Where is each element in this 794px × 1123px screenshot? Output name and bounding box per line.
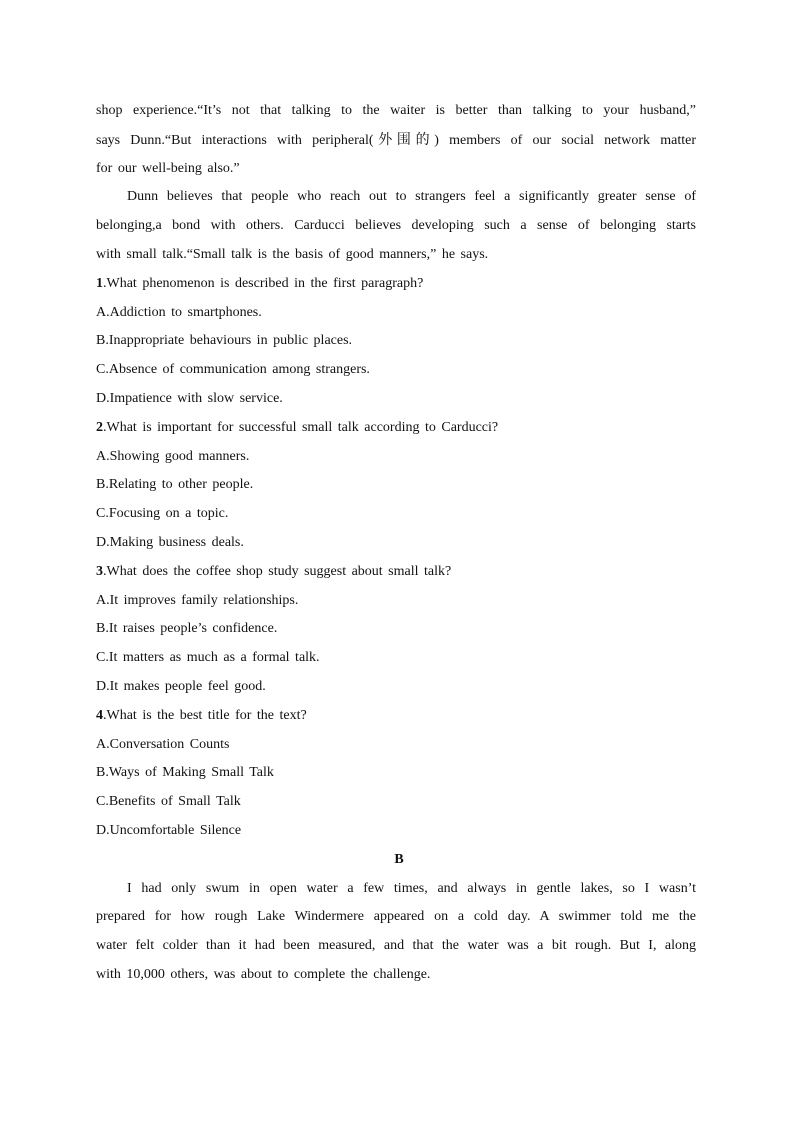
answer-option: C.It matters as much as a formal talk.	[96, 650, 320, 666]
answer-option: D.It makes people feel good.	[96, 678, 266, 694]
paragraph-line: Dunn believes that people who reach out to strangers feel a significantly greater sense of	[127, 189, 696, 205]
question-stem	[96, 558, 696, 587]
answer-option: B.Ways of Making Small Talk	[96, 765, 274, 781]
paragraph-text: ) members of our social network matter	[434, 132, 696, 148]
chinese-gloss: 外围的	[373, 131, 435, 148]
paragraph-line: with 10,000 others, was about to complete the challenge.	[96, 966, 431, 982]
answer-option: C.Absence of communication among strangers.	[96, 362, 370, 378]
paragraph-line: I had only swum in open water a few times, and always in gentle lakes, so I wasn’t	[127, 880, 696, 896]
question-text: .What phenomenon is described in the first paragraph?	[103, 275, 424, 291]
answer-option: A.Addiction to smartphones.	[96, 304, 262, 320]
paragraph-line: belonging,a bond with others. Carducci believes developing such a sense of belonging starts	[96, 218, 696, 234]
question-text: .What is important for successful small talk according to Carducci?	[103, 419, 499, 435]
question-number: 1	[96, 275, 103, 291]
question-number: 2	[96, 419, 103, 435]
paragraph-line: for our well-being also.”	[96, 160, 240, 176]
answer-option: C.Benefits of Small Talk	[96, 794, 241, 810]
answer-option: D.Impatience with slow service.	[96, 390, 283, 406]
question-stem	[96, 270, 696, 299]
paragraph-line: with small talk.“Small talk is the basis of good manners,” he says.	[96, 246, 489, 262]
answer-option: B.Inappropriate behaviours in public places.	[96, 333, 353, 349]
answer-option: B.Relating to other people.	[96, 477, 254, 493]
question-number: 4	[96, 707, 103, 723]
document-content	[96, 97, 696, 990]
answer-option: B.It raises people’s confidence.	[96, 621, 278, 637]
answer-option: C.Focusing on a topic.	[96, 506, 229, 522]
paragraph-text: says Dunn.“But interactions with peripheral(	[96, 132, 374, 148]
answer-option: A.Conversation Counts	[96, 736, 230, 752]
paragraph-line: shop experience.“It’s not that talking to the waiter is better than talking to your husband,”	[96, 103, 696, 118]
paragraph-line: water felt colder than it had been measured, and that the water was a bit rough. But I, along	[96, 938, 696, 954]
paragraph-line	[96, 126, 696, 155]
question-number: 3	[96, 563, 103, 579]
answer-option: A.Showing good manners.	[96, 448, 250, 464]
answer-option: D.Making business deals.	[96, 534, 244, 550]
section-heading: B	[394, 851, 404, 867]
answer-option: D.Uncomfortable Silence	[96, 822, 242, 838]
question-text: .What does the coffee shop study suggest about small talk?	[103, 563, 452, 579]
question-text: .What is the best title for the text?	[103, 707, 307, 723]
paragraph-line: prepared for how rough Lake Windermere appeared on a cold day. A swimmer told me the	[96, 909, 696, 925]
answer-option: A.It improves family relationships.	[96, 592, 299, 608]
question-stem	[96, 414, 696, 443]
question-stem	[96, 702, 696, 731]
